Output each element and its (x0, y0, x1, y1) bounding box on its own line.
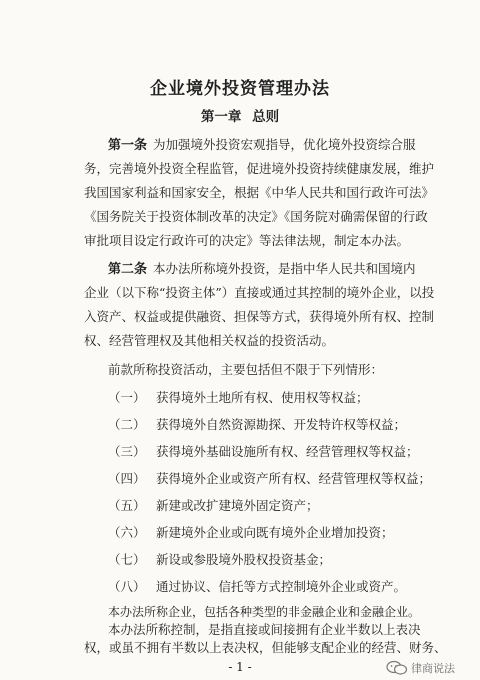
article-1-label: 第一条 (108, 138, 148, 153)
list-intro: 前款所称投资活动，主要包括但不限于下列情形： (108, 362, 384, 377)
article-1-line-3: 我国国家利益和国家安全，根据《中华人民共和国行政许可法》 (84, 185, 435, 200)
article-1-line-5: 审批项目设定行政许可的决定》等法律法规，制定本办法。 (84, 233, 410, 248)
list-item: （八） 通过协议、信托等方式控制境外企业或资产。 (108, 579, 407, 594)
chapter-heading (0, 105, 480, 125)
list-item: （六） 新建境外企业或向既有境外企业增加投资； (108, 525, 394, 540)
list-item: （五） 新建或改扩建境外固定资产； (108, 498, 319, 513)
article-2-line-2: 企业（以下称“投资主体”）直接或通过其控制的境外企业，以投 (84, 285, 435, 300)
article-1-line-4: 《国务院关于投资体制改革的决定》《国务院对确需保留的行政 (84, 209, 428, 224)
chapter-number: 第一章 (200, 109, 242, 125)
article-2-line-1: 第二条 本办法所称境外投资，是指中华人民共和国境内 (108, 261, 416, 277)
paragraph-control-line: 权，或虽不拥有半数以上表决权，但能够支配企业的经营、财务、 (84, 640, 447, 655)
list-item: （七） 新设或参股境外股权投资基金； (108, 552, 332, 567)
article-2-line-4: 权、经营管理权及其他相关权益的投资活动。 (84, 333, 335, 348)
list-item: （二） 获得境外自然资源勘探、开发特许权等权益； (108, 417, 407, 432)
article-2-label: 第二条 (108, 262, 148, 277)
paragraph-control-line: 本办法所称控制，是指直接或间接拥有企业半数以上表决 (108, 622, 421, 637)
list-item: （四） 获得境外企业或资产所有权、经营管理权等权益； (108, 471, 432, 486)
page-number: - 1 - (228, 660, 252, 674)
watermark-text: 律商说法 (411, 662, 455, 675)
watermark (386, 660, 455, 676)
list-item: （三） 获得境外基础设施所有权、经营管理权等权益； (108, 444, 419, 459)
wechat-icon (386, 660, 408, 676)
chapter-name: 总则 (252, 109, 280, 125)
paragraph-enterprise: 本办法所称企业，包括各种类型的非金融企业和金融企业。 (108, 605, 421, 619)
article-1-line-1: 第一条 为加强境外投资宏观指导，优化境外投资综合服 (108, 137, 416, 153)
article-1-line-2: 务，完善境外投资全程监管，促进境外投资持续健康发展，维护 (84, 161, 435, 176)
list-item: （一） 获得境外土地所有权、使用权等权益； (108, 390, 369, 405)
article-2-line-3: 入资产、权益或提供融资、担保等方式，获得境外所有权、控制 (84, 309, 435, 324)
document-title: 企业境外投资管理办法 (150, 79, 330, 99)
